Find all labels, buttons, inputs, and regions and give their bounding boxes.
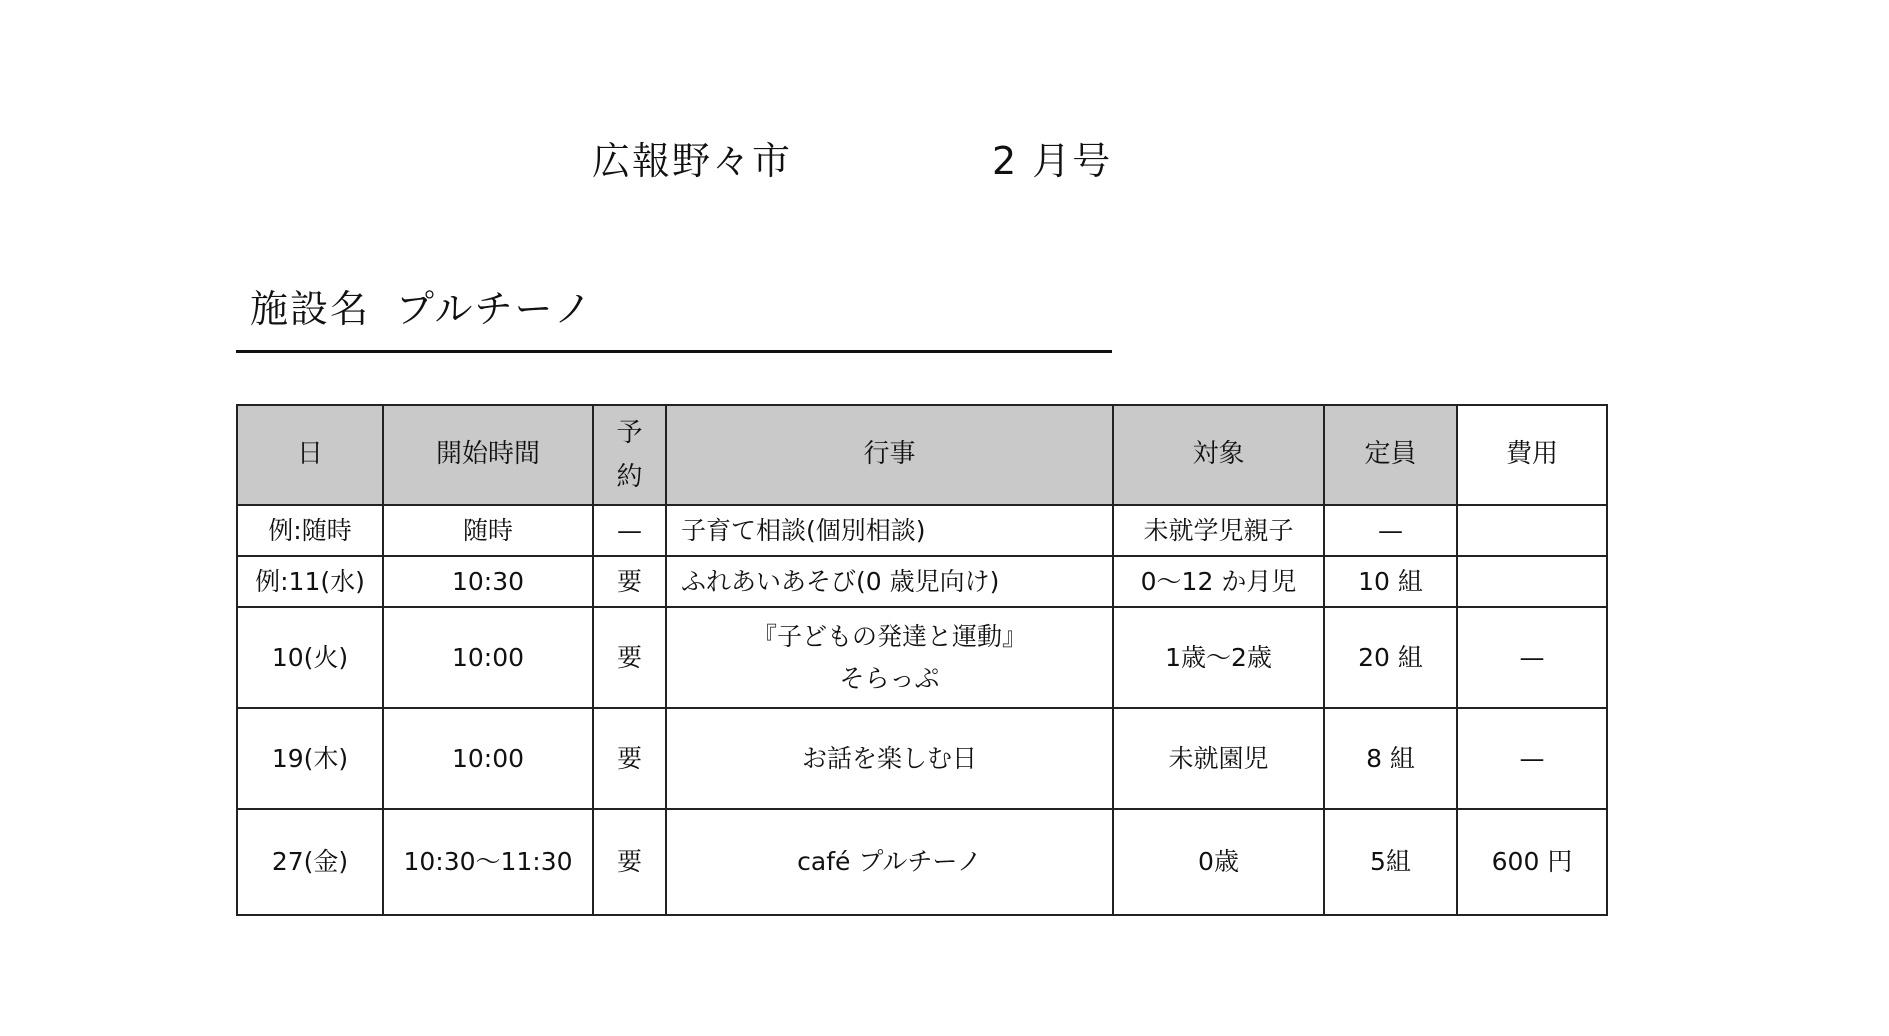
cell-event bbox=[666, 607, 1113, 708]
cell-capacity: 8 組 bbox=[1324, 708, 1457, 809]
cell-capacity: — bbox=[1324, 505, 1457, 556]
cell-fee: 600 円 bbox=[1457, 809, 1607, 915]
cell-reservation: 要 bbox=[593, 556, 666, 607]
cell-time: 随時 bbox=[383, 505, 593, 556]
cell-fee bbox=[1457, 556, 1607, 607]
issue-label: 2 月号 bbox=[992, 139, 1113, 183]
facility-heading bbox=[250, 278, 594, 333]
cell-event-line1: 『子どもの発達と運動』 bbox=[751, 621, 1027, 651]
column-header-reservation-bottom: 約 bbox=[616, 462, 643, 492]
column-header-capacity: 定員 bbox=[1324, 405, 1457, 505]
schedule-table bbox=[236, 404, 1608, 916]
cell-day: 19(木) bbox=[237, 708, 383, 809]
cell-event-line2: そらっぷ bbox=[839, 663, 940, 693]
table-row bbox=[237, 505, 1607, 556]
cell-reservation: 要 bbox=[593, 607, 666, 708]
cell-event: 子育て相談(個別相談) bbox=[666, 505, 1113, 556]
cell-event: お話を楽しむ日 bbox=[666, 708, 1113, 809]
table-row bbox=[237, 809, 1607, 915]
column-header-reservation-top: 予 bbox=[616, 417, 643, 448]
cell-time: 10:00 bbox=[383, 708, 593, 809]
column-header-start-time: 開始時間 bbox=[383, 405, 593, 505]
cell-day: 27(金) bbox=[237, 809, 383, 915]
cell-target: 未就学児親子 bbox=[1113, 505, 1324, 556]
cell-capacity: 5組 bbox=[1324, 809, 1457, 915]
cell-day: 10(火) bbox=[237, 607, 383, 708]
cell-event: ふれあいあそび(0 歳児向け) bbox=[666, 556, 1113, 607]
cell-target: 0〜12 か月児 bbox=[1113, 556, 1324, 607]
cell-day: 例:11(水) bbox=[237, 556, 383, 607]
table-header-row bbox=[237, 405, 1607, 505]
facility-label: 施設名 bbox=[250, 287, 371, 331]
cell-target: 1歳〜2歳 bbox=[1113, 607, 1324, 708]
cell-time: 10:30〜11:30 bbox=[383, 809, 593, 915]
cell-day: 例:随時 bbox=[237, 505, 383, 556]
cell-capacity: 10 組 bbox=[1324, 556, 1457, 607]
column-header-event: 行事 bbox=[666, 405, 1113, 505]
cell-capacity: 20 組 bbox=[1324, 607, 1457, 708]
cell-time: 10:00 bbox=[383, 607, 593, 708]
cell-target: 0歳 bbox=[1113, 809, 1324, 915]
cell-event: café プルチーノ bbox=[666, 809, 1113, 915]
column-header-day: 日 bbox=[237, 405, 383, 505]
table-row bbox=[237, 556, 1607, 607]
cell-reservation: — bbox=[593, 505, 666, 556]
cell-reservation: 要 bbox=[593, 708, 666, 809]
facility-name: プルチーノ bbox=[396, 287, 594, 331]
column-header-reservation bbox=[593, 405, 666, 505]
cell-fee: — bbox=[1457, 607, 1607, 708]
cell-target: 未就園児 bbox=[1113, 708, 1324, 809]
cell-reservation: 要 bbox=[593, 809, 666, 915]
cell-time: 10:30 bbox=[383, 556, 593, 607]
cell-fee bbox=[1457, 505, 1607, 556]
column-header-fee: 費用 bbox=[1457, 405, 1607, 505]
cell-fee: — bbox=[1457, 708, 1607, 809]
publication-title: 広報野々市 bbox=[592, 139, 793, 183]
column-header-target: 対象 bbox=[1113, 405, 1324, 505]
table-row bbox=[237, 708, 1607, 809]
table-row bbox=[237, 607, 1607, 708]
heading-underline bbox=[236, 350, 1112, 353]
